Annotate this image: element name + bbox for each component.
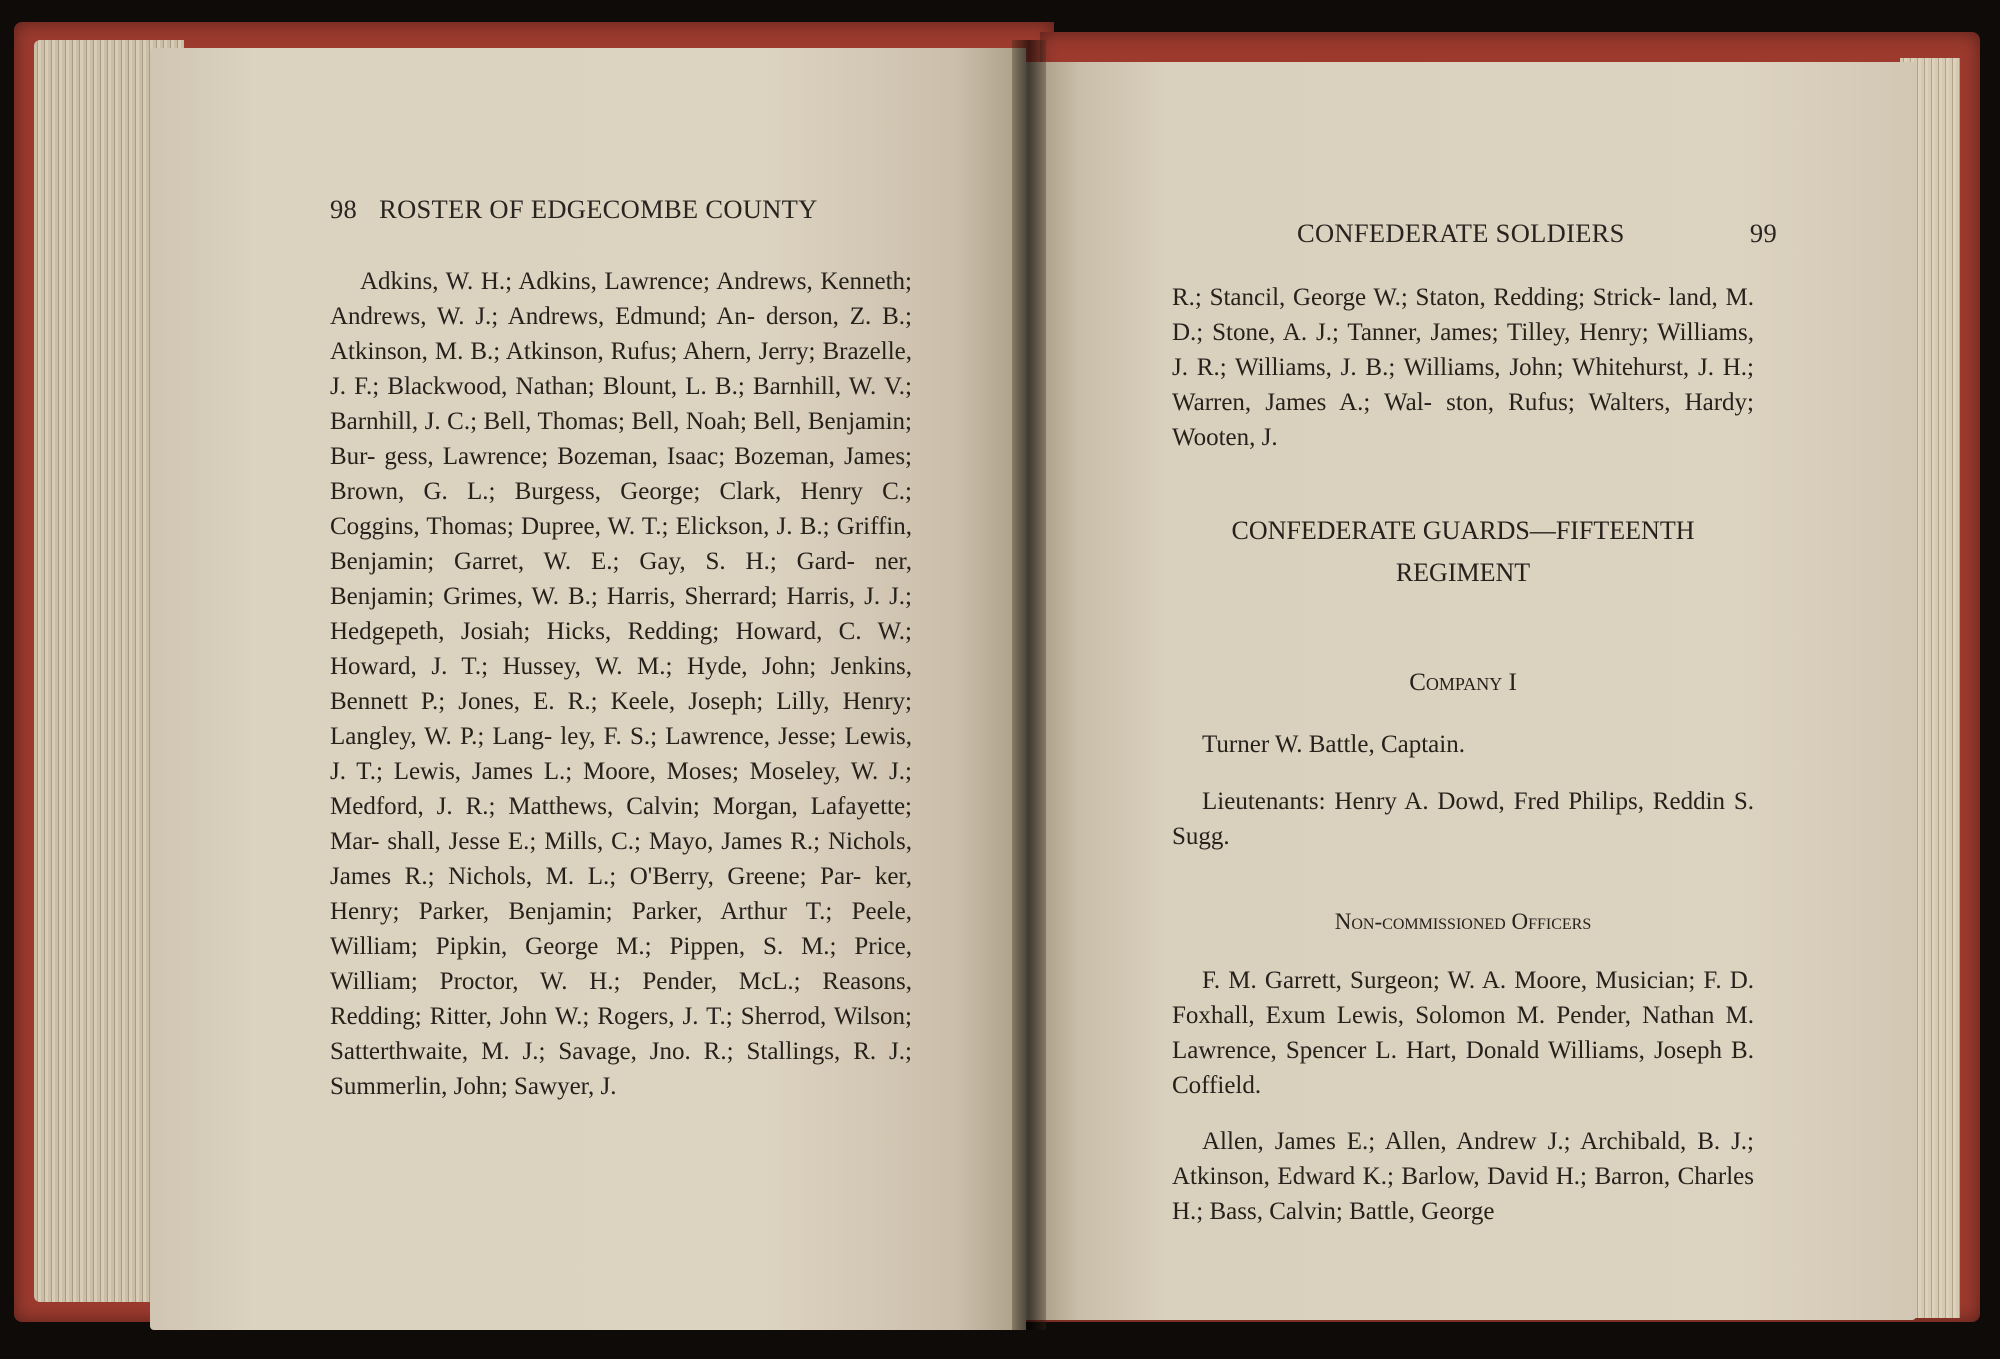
right-page xyxy=(1026,62,1916,1320)
nco-list: F. M. Garrett, Surgeon; W. A. Moore, Musician; F. D. Foxhall, Exum Lewis, Solomon M. Pender, Nathan M. Lawrence, Spencer L. Hart, Donald Williams, Joseph B. Coffield. xyxy=(1172,967,1754,1099)
left-running-title: ROSTER OF EDGECOMBE COUNTY xyxy=(379,194,818,224)
lieutenants-line: Lieutenants: Henry A. Dowd, Fred Philips, Reddin S. Sugg. xyxy=(1172,788,1754,850)
left-running-head xyxy=(330,194,818,225)
left-roster-text: Adkins, W. H.; Adkins, Lawrence; Andrews, Kenneth; Andrews, W. J.; Andrews, Edmund; An- derson, Z. B.; Atkinson, M. B.; Atkinson, Rufus; Ahern, Jerry; Brazelle, J. F.; Blackwood, Nathan; Blount, L. B.; Barnhill, W. V.; Barnhill, J. C.; Bell, Thomas; Bell, Noah; Bell, Benjamin; Bur- gess, Lawrence; Bozeman, Isaac; Bozeman, James; Brown, G. L.; Burgess, George; Clark, Henry C.; Coggins, Thomas; Dupree, W. T.; Elickson, J. B.; Griffin, Benjamin; Garret, W. E.; Gay, S. H.; Gard- ner, Benjamin; Grimes, W. B.; Harris, Sherrard; Harris, J. J.; Hedgepeth, Josiah; Hicks, Redding; Howard, C. W.; Howard, J. T.; Hussey, W. M.; Hyde, John; Jenkins, Bennett P.; Jones, E. R.; Keele, Joseph; Lilly, Henry; Langley, W. P.; Lang- ley, F. S.; Lawrence, Jesse; Lewis, J. T.; Lewis, James L.; Moore, Moses; Moseley, W. J.; Medford, J. R.; Matthews, Calvin; Morgan, Lafayette; Mar- shall, Jesse E.; Mills, C.; Mayo, James R.; Nichols, James R.; Nichols, M. L.; O'Berry, Greene; Par- ker, Henry; Parker, Benjamin; Parker, Arthur T.; Peele, William; Pipkin, George M.; Pippen, S. M.; Price, William; Proctor, W. H.; Pender, McL.; Reasons, Redding; Ritter, John W.; Rogers, J. T.; Sherrod, Wilson; Satterthwaite, M. J.; Savage, Jno. R.; Stallings, R. J.; Summerlin, John; Sawyer, J. xyxy=(330,268,912,1100)
right-page-number: 99 xyxy=(1749,218,1777,248)
company-heading: Company I xyxy=(1409,669,1517,696)
left-page xyxy=(150,48,1026,1330)
left-page-number: 98 xyxy=(330,194,358,224)
section-heading-line-1: CONFEDERATE GUARDS—FIFTEENTH xyxy=(1231,516,1695,545)
section-heading-line-2: REGIMENT xyxy=(1395,558,1531,587)
company-roster-start: Allen, James E.; Allen, Andrew J.; Archibald, B. J.; Atkinson, Edward K.; Barlow, David H.; Barron, Charles H.; Bass, Calvin; Battle, George xyxy=(1172,1128,1754,1225)
roster-continuation: R.; Stancil, George W.; Staton, Redding; Strick- land, M. D.; Stone, A. J.; Tanner, James; Tilley, Henry; Williams, J. R.; Williams, J. B.; Williams, John; Whitehurst, J. H.; Warren, James A.; Wal- ston, Rufus; Walters, Hardy; Wooten, J. xyxy=(1172,284,1754,451)
right-running-title: CONFEDERATE SOLDIERS xyxy=(1297,218,1625,248)
right-running-head xyxy=(1297,218,1777,249)
captain-line: Turner W. Battle, Captain. xyxy=(1202,731,1465,758)
nco-heading: Non-commissioned Officers xyxy=(1334,909,1592,934)
book-gutter xyxy=(1012,40,1046,1330)
section-heading xyxy=(1172,510,1754,594)
